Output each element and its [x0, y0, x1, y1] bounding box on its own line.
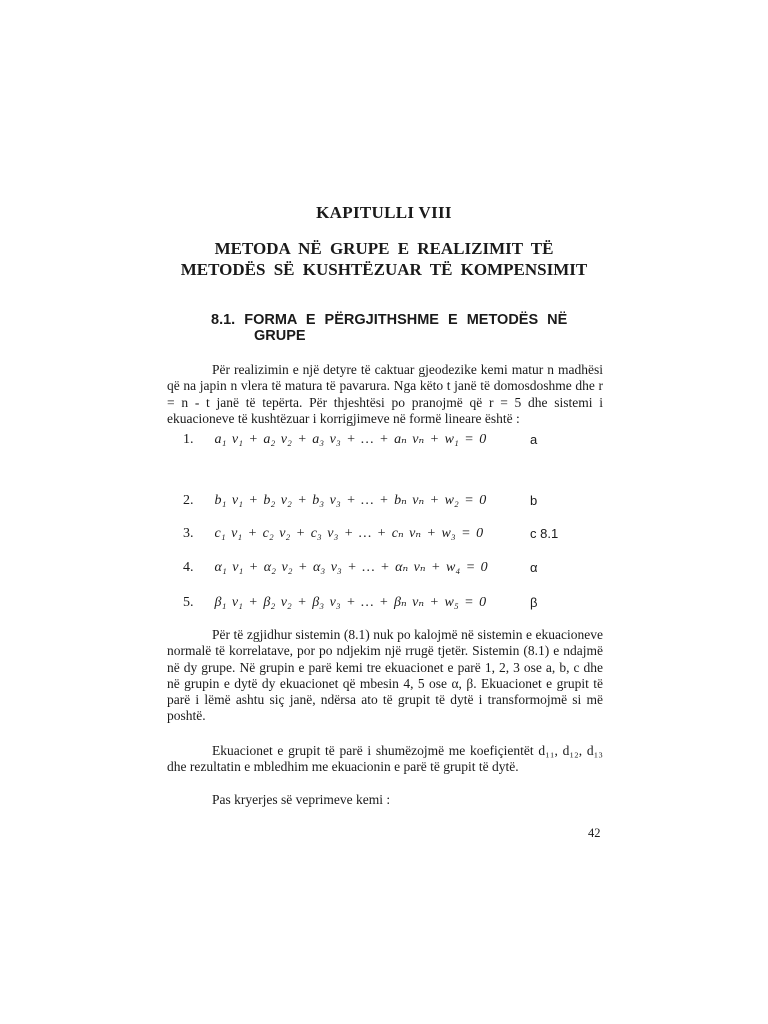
paragraph-coefficients: Ekuacionet e grupit të parë i shumëzojmë me koefiçientët d₁₁, d₁₂, d₁₃ dhe rezultatin e mbledhim me ekuacionin e parë të grupit të dytë.: [167, 743, 603, 775]
equation-label: c 8.1: [530, 526, 559, 541]
equation-label: β: [530, 595, 538, 610]
equation-3: [183, 525, 559, 542]
section-heading-line-2: GRUPE: [254, 328, 306, 344]
page-number: 42: [588, 826, 601, 840]
chapter-title-line-1: METODA NË GRUPE E REALIZIMIT TË: [214, 239, 554, 258]
equation-body: α₁ v₁ + α₂ v₂ + α₃ v₃ + … + αₙ vₙ + w₄ = 0: [214, 560, 488, 575]
paragraph-intro-text: Për realizimin e një detyre të caktuar gjeodezike kemi matur n madhësi që na japin n vlera të matura të pavarura. Nga këto t janë të domosdoshme dhe r = n - t janë të tepërta. Për thjeshtësi po pranojmë që r = 5 dhe sistemi i ekuacioneve të kushtëzuar i korrigjimeve në formë lineare është :: [167, 362, 603, 426]
equation-label: b: [530, 493, 538, 508]
equation-2: [183, 492, 538, 509]
equation-number: 1.: [183, 432, 194, 447]
equation-5: [183, 594, 538, 611]
paragraph-operations: Pas kryerjes së veprimeve kemi :: [212, 792, 391, 807]
paragraph-intro: [167, 362, 603, 427]
section-heading-line-1: 8.1. FORMA E PËRGJITHSHME E METODËS NË: [211, 312, 568, 328]
equation-body: c₁ v₁ + c₂ v₂ + c₃ v₃ + … + cₙ vₙ + w₃ = 0: [214, 526, 484, 541]
chapter-title-line-2: METODËS SË KUSHTËZUAR TË KOMPENSIMIT: [180, 260, 588, 279]
equation-number: 4.: [183, 560, 194, 575]
equation-number: 2.: [183, 493, 194, 508]
equation-1: [183, 431, 538, 448]
paragraph-grouping-text: Për të zgjidhur sistemin (8.1) nuk po kalojmë në sistemin e ekuacioneve normalë të korrelatave, por po ndjekim një rrugë tjetër. Sistemin (8.1) e ndajmë në dy grupe. Në grupin e parë kemi tre ekuacionet e parë 1, 2, 3 ose a, b, c dhe në grupin e dytë dy ekuacionet që mbesin 4, 5 ose α, β. Ekuacionet e grupit të parë i lëmë ashtu siç janë, ndërsa ato të grupit të dytë i transformojmë si më poshtë.: [167, 627, 603, 724]
equation-4: [183, 559, 538, 576]
equation-label: α: [530, 560, 538, 575]
equation-body: a₁ v₁ + a₂ v₂ + a₃ v₃ + … + aₙ vₙ + w₁ = 0: [214, 432, 487, 447]
chapter-heading: KAPITULLI VIII: [316, 203, 452, 222]
paragraph-grouping: [167, 627, 603, 725]
equation-label: a: [530, 432, 538, 447]
equation-number: 3.: [183, 526, 194, 541]
equation-body: b₁ v₁ + b₂ v₂ + b₃ v₃ + … + bₙ vₙ + w₂ = 0: [214, 493, 487, 508]
equation-body: β₁ v₁ + β₂ v₂ + β₃ v₃ + … + βₙ vₙ + w₅ = 0: [214, 595, 487, 610]
equation-number: 5.: [183, 595, 194, 610]
